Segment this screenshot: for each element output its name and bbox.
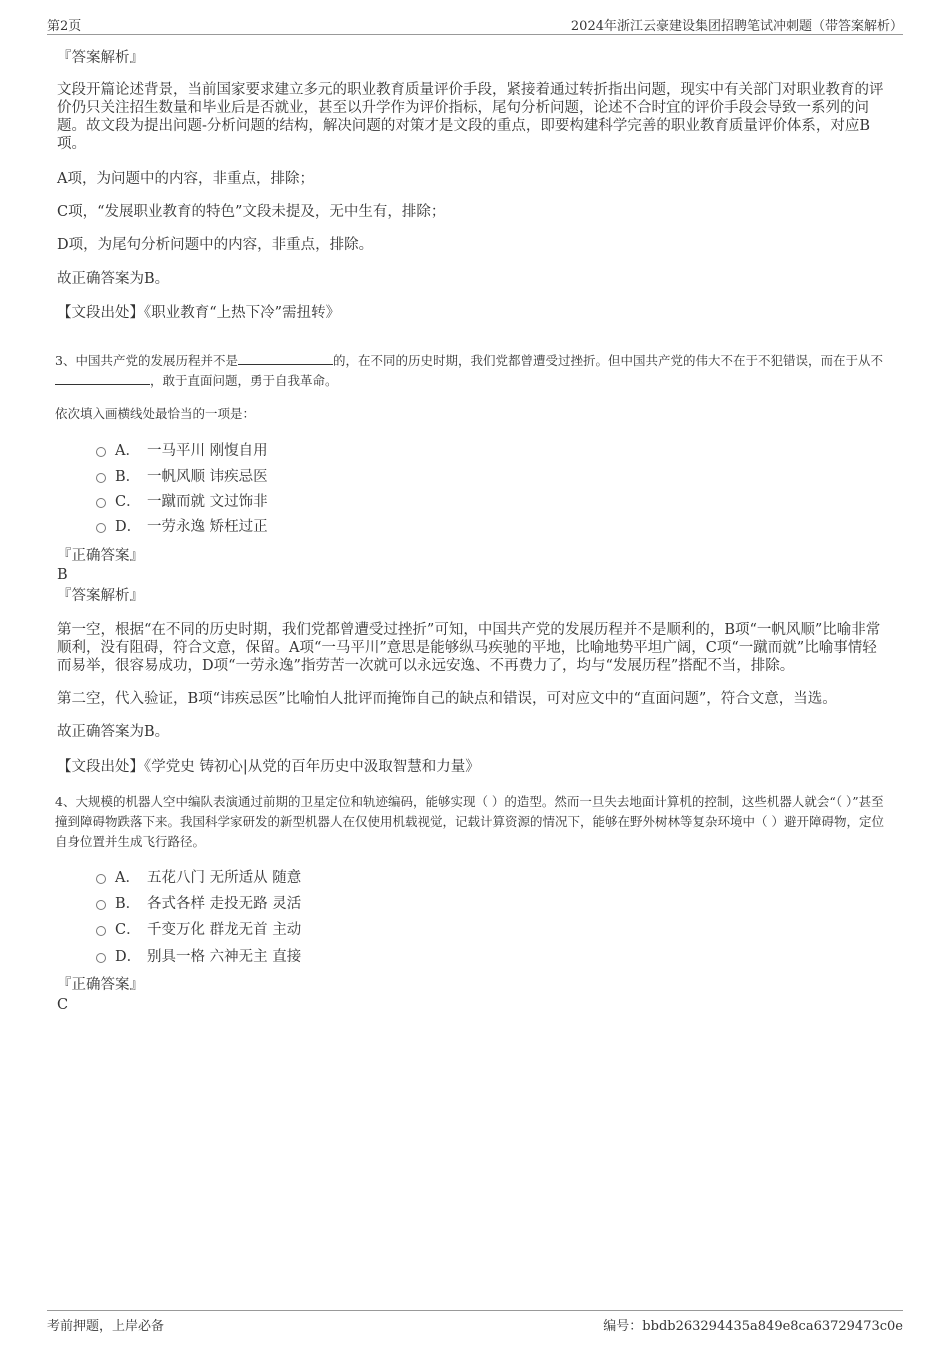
q2-analysis-para3: C项，“发展职业教育的特色”文段未提及，无中生有，排除； (57, 204, 446, 220)
q2-analysis-para2: A项，为问题中的内容，非重点，排除； (57, 171, 314, 187)
q3-blank-1 (238, 352, 333, 365)
document-title: 2024年浙江云豪建设集团招聘笔试冲刺题（带答案解析） (570, 19, 903, 34)
footer-slogan: 考前押题，上岸必备 (47, 1319, 165, 1334)
q3-analysis-para1: 第一空，根据“在不同的历史时期，我们党都曾遭受过挫折”可知，中国共产党的发展历程并不是顺利的，B项“一帆风顺”比喻非常顺利，没有阻碍，符合文意，保留。A项“一马平川”意思是能够纵马疾驰的平地，比喻地势平坦广阔，C项“一蹴而就”比喻事情轻而易举，很容易成功，D项“一劳永逸”指劳苦一次就可以永远安逸、不再费力了，均与“发展历程”搭配不当，排除。 (57, 622, 881, 674)
q3-analysis-label: 『答案解析』 (57, 588, 144, 604)
radio-icon[interactable] (96, 874, 106, 884)
q4-answer: C (57, 997, 69, 1013)
q3-blank-2 (55, 372, 150, 385)
q3-stem (55, 351, 887, 391)
q3-stem-part2: 的，在不同的历史时期，我们党都曾遭受过挫折。但中国共产党的伟大不在于不犯错误，而在于从不 (332, 353, 883, 368)
page-header (47, 14, 903, 35)
q3-stem-part1: 3、中国共产党的发展历程并不是 (55, 353, 238, 368)
q2-analysis-para4: D项，为尾句分析问题中的内容，非重点，排除。 (57, 237, 374, 253)
q4-option-d[interactable]: D． 别具一格 六神无主 直接 (96, 947, 301, 967)
q3-analysis-para2: 第二空，代入验证，B项“讳疾忌医”比喻怕人批评而掩饰自己的缺点和错误，可对应文中的“直面问题”，符合文意，当选。 (57, 691, 837, 707)
q4-option-a[interactable]: A． 五花八门 无所适从 随意 (96, 868, 301, 888)
q2-analysis-para1: 文段开篇论述背景，当前国家要求建立多元的职业教育质量评价手段，紧接着通过转折指出问题，现实中有关部门对职业教育的评价仍只关注招生数量和毕业后是否就业，甚至以升学作为评价指标，尾句分析问题，论述不合时宜的评价手段会导致一系列的问题。故文段为提出问题-分析问题的结构，解决问题的对策才是文段的重点，即要构建科学完善的职业教育质量评价体系，对应B项。 (57, 82, 884, 152)
radio-icon[interactable] (96, 900, 106, 910)
q3-answer-label: 『正确答案』 (57, 548, 144, 564)
radio-icon[interactable] (96, 473, 106, 483)
q2-source: 【文段出处】《职业教育“上热下冷”需扭转》 (57, 305, 341, 321)
q2-analysis-label: 『答案解析』 (57, 50, 144, 66)
q3-instruction: 依次填入画横线处最恰当的一项是： (55, 406, 256, 421)
q3-analysis-para3: 故正确答案为B。 (57, 724, 170, 740)
q3-option-a[interactable]: A． 一马平川 刚愎自用 (96, 441, 268, 461)
footer-serial: 编号：bbdb263294435a849e8ca63729473c0e (603, 1319, 903, 1334)
radio-icon[interactable] (96, 953, 106, 963)
q3-option-b[interactable]: B． 一帆风顺 讳疾忌医 (96, 467, 268, 487)
radio-icon[interactable] (96, 926, 106, 936)
radio-icon[interactable] (96, 498, 106, 508)
q3-source: 【文段出处】《学党史 铸初心|从党的百年历史中汲取智慧和力量》 (57, 759, 480, 775)
q4-stem: 4、大规模的机器人空中编队表演通过前期的卫星定位和轨迹编码，能够实现（ ）的造型。然而一旦失去地面计算机的控制，这些机器人就会“（ ）”甚至撞到障碍物跌落下来。我国科学家研发的新型机器人在仅使用机载视觉，记载计算资源的情况下，能够在野外树林等复杂环境中（ ）避开障碍物，定位自身位置并生成飞行路径。 (55, 794, 884, 849)
page-number: 第2页 (47, 19, 82, 34)
q3-option-c[interactable]: C． 一蹴而就 文过饰非 (96, 492, 268, 512)
q4-answer-label: 『正确答案』 (57, 977, 144, 993)
q3-answer: B (57, 567, 68, 583)
radio-icon[interactable] (96, 447, 106, 457)
q4-option-c[interactable]: C． 千变万化 群龙无首 主动 (96, 920, 301, 940)
q2-analysis-para5: 故正确答案为B。 (57, 271, 170, 287)
q3-option-d[interactable]: D． 一劳永逸 矫枉过正 (96, 517, 268, 537)
q4-option-b[interactable]: B． 各式各样 走投无路 灵活 (96, 894, 301, 914)
page-footer (47, 1310, 903, 1335)
radio-icon[interactable] (96, 523, 106, 533)
q3-stem-part3: ，敢于直面问题，勇于自我革命。 (150, 373, 338, 388)
